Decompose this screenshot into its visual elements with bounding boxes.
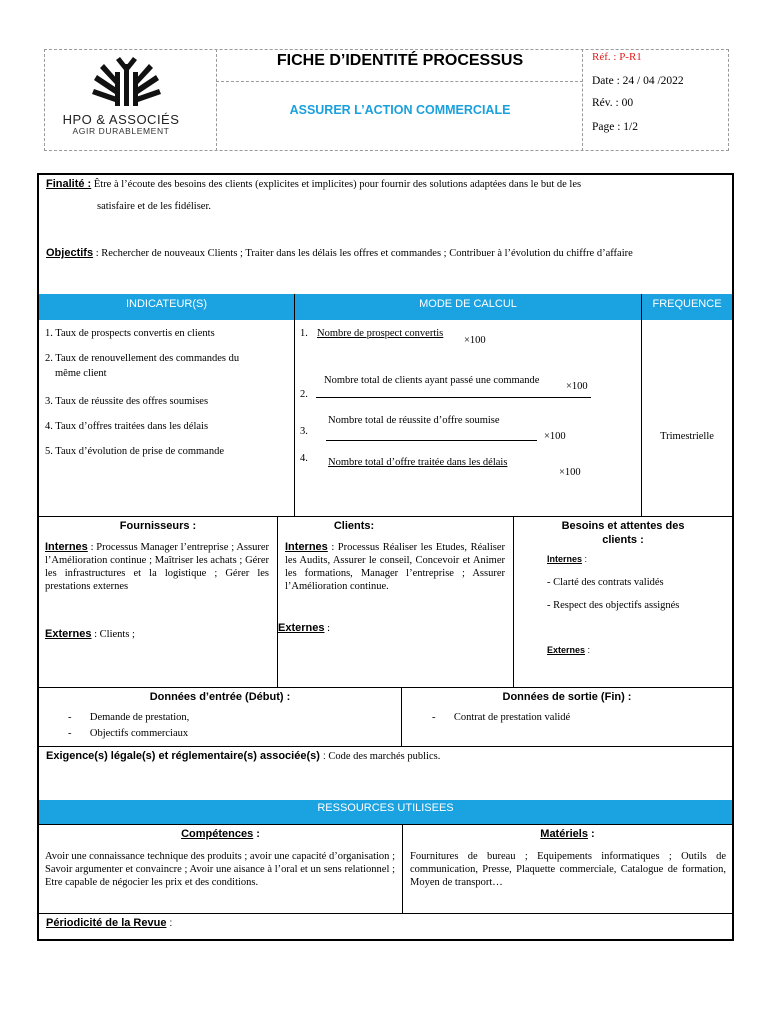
- formula-3-numerator: Nombre total de réussite d’offre soumise: [328, 415, 500, 426]
- frequence-value: Trimestrielle: [660, 431, 714, 442]
- doc-page: Page : 1/2: [592, 121, 638, 133]
- besoins-title-line2: clients :: [602, 534, 644, 546]
- formula-4-multiplier: ×100: [559, 467, 581, 478]
- entree-item-2: - Objectifs commerciaux: [68, 728, 189, 739]
- exigence-text: Code des marchés publics.: [325, 751, 441, 762]
- fournisseurs-internes-text: : Processus Manager l’entreprise ; Assurer l’Amélioration continue ; Maîtriser les achats ; Gérer les infrastructures et la logistique ; Gérer les prestations externes: [45, 542, 269, 592]
- indicator-1: 1. Taux de prospects convertis en clients: [45, 328, 215, 339]
- sortie-title: Données de sortie (Fin) :: [502, 691, 632, 703]
- besoins-item-2: - Respect des objectifs assignés: [547, 600, 680, 611]
- doc-ref: Réf. : P-R1: [592, 51, 642, 63]
- clients-externes-text: :: [324, 623, 331, 634]
- formula-2-multiplier: ×100: [566, 381, 588, 392]
- clients-internes-label: Internes: [285, 541, 328, 553]
- formula-2-number: 2.: [300, 389, 308, 400]
- periodicite-section: [46, 917, 172, 929]
- periodicite-colon: :: [166, 917, 173, 929]
- sortie-item-1: - Contrat de prestation validé: [432, 712, 571, 723]
- besoins-title-line1: Besoins et attentes des: [561, 520, 685, 532]
- objectifs-label: Objectifs: [46, 247, 94, 259]
- col-header-indicateurs: INDICATEUR(S): [39, 294, 294, 314]
- company-logo: [52, 54, 192, 146]
- indicator-2-cont: même client: [55, 368, 107, 379]
- formula-3-fraction-bar: [326, 440, 537, 441]
- formula-4-numerator: Nombre total d’offre traitée dans les délais: [328, 457, 508, 468]
- col-header-mode: MODE DE CALCUL: [295, 294, 641, 314]
- formula-1-numerator: Nombre de prospect convertis: [317, 328, 444, 339]
- materiels-title: [403, 828, 732, 840]
- logo-brand: HPO & ASSOCIÉS: [62, 112, 180, 127]
- entree-item-2-text: Objectifs commerciaux: [89, 728, 189, 739]
- doc-revision: Rév. : 00: [592, 97, 634, 109]
- ressources-header: RESSOURCES UTILISEES: [39, 800, 732, 824]
- clients-internes: [285, 541, 505, 593]
- fournisseurs-title: Fournisseurs :: [119, 520, 197, 532]
- fournisseurs-internes-label: Internes: [45, 541, 88, 553]
- fournisseurs-internes: [45, 541, 269, 593]
- indicator-2: 2. Taux de renouvellement des commandes du: [45, 353, 240, 364]
- besoins-externes-colon: :: [585, 645, 591, 655]
- besoins-internes-colon: :: [582, 554, 588, 564]
- col-header-frequence: FREQUENCE: [642, 294, 732, 314]
- doc-date: Date : 24 / 04 /2022: [592, 75, 684, 87]
- page-title: FICHE D’IDENTITÉ PROCESSUS: [276, 52, 524, 69]
- formula-4-number: 4.: [300, 453, 308, 464]
- formula-3-number: 3.: [300, 426, 308, 437]
- objectifs-text: : Rechercher de nouveaux Clients ; Traiter dans les délais les offres et commandes ; Contribuer à l’évolution du chiffre d’affaire: [95, 248, 633, 259]
- indicator-5: 5. Taux d’évolution de prise de commande: [45, 446, 224, 457]
- exigence-label: Exigence(s) légale(s) et réglementaire(s) associée(s): [46, 750, 320, 762]
- formula-2-numerator: Nombre total de clients ayant passé une commande: [324, 375, 540, 386]
- indicator-4: 4. Taux d’offres traitées dans les délais: [45, 421, 209, 432]
- competences-label: Compétences: [181, 828, 254, 840]
- exigence-colon: :: [319, 750, 326, 762]
- entree-title: Données d’entrée (Début) :: [149, 691, 291, 703]
- finalite-section: [46, 178, 726, 190]
- finalite-label: Finalité :: [46, 178, 92, 190]
- formula-1-multiplier: ×100: [464, 335, 486, 346]
- finalite-text-line1: Être à l’écoute des besoins des clients (explicites et implicites) pour fournir des solutions adaptées dans le but de les: [93, 179, 582, 190]
- formula-2-fraction-bar: [316, 397, 591, 398]
- exigence-section: [46, 750, 726, 762]
- fournisseurs-externes: [45, 628, 135, 640]
- formula-1-number: 1.: [300, 328, 308, 339]
- logo-tagline: AGIR DURABLEMENT: [72, 126, 170, 136]
- competences-colon: :: [253, 828, 260, 840]
- formula-3-multiplier: ×100: [544, 431, 566, 442]
- besoins-item-1: - Clarté des contrats validés: [547, 577, 664, 588]
- materiels-colon: :: [587, 828, 595, 840]
- sortie-item-1-text: Contrat de prestation validé: [453, 712, 571, 723]
- clients-internes-text: : Processus Réaliser les Etudes, Réaliser les Audits, Assurer le conseil, Concevoir et Animer les formations, Manager l’entreprise ; Assurer l’Amélioration continue.: [285, 542, 505, 592]
- entree-item-1: - Demande de prestation,: [68, 712, 190, 723]
- materiels-label: Matériels: [540, 828, 588, 840]
- periodicite-label: Périodicité de la Revue: [46, 917, 167, 929]
- indicator-3: 3. Taux de réussite des offres soumises: [45, 396, 209, 407]
- clients-title: Clients:: [333, 520, 375, 532]
- materiels-text: Fournitures de bureau ; Equipements informatiques ; Outils de communication, Presse, Plaquette commerciale, Catalogue de formation, Moyen de transport…: [410, 851, 726, 888]
- clients-externes-label: Externes: [278, 622, 325, 634]
- besoins-internes: [547, 554, 587, 564]
- process-subtitle: ASSURER L’ACTION COMMERCIALE: [289, 103, 511, 117]
- clients-externes: [278, 622, 330, 634]
- fournisseurs-externes-text: : Clients ;: [91, 629, 135, 640]
- besoins-externes: [547, 645, 590, 655]
- competences-text: Avoir une connaissance technique des produits ; avoir une capacité d’organisation ; Savoir argumenter et convaincre ; Avoir une aisance à l’oral et un sens relationnel ; Etre capable de négocier les prix et des conditions.: [45, 851, 395, 888]
- finalite-text-line2: satisfaire et de les fidéliser.: [97, 201, 211, 212]
- competences-title: [39, 828, 402, 840]
- fournisseurs-externes-label: Externes: [45, 628, 92, 640]
- entree-item-1-text: Demande de prestation,: [89, 712, 190, 723]
- besoins-internes-label: Internes: [547, 554, 583, 564]
- logo-tree-icon: [52, 54, 192, 114]
- besoins-externes-label: Externes: [547, 645, 586, 655]
- objectifs-section: [46, 247, 726, 259]
